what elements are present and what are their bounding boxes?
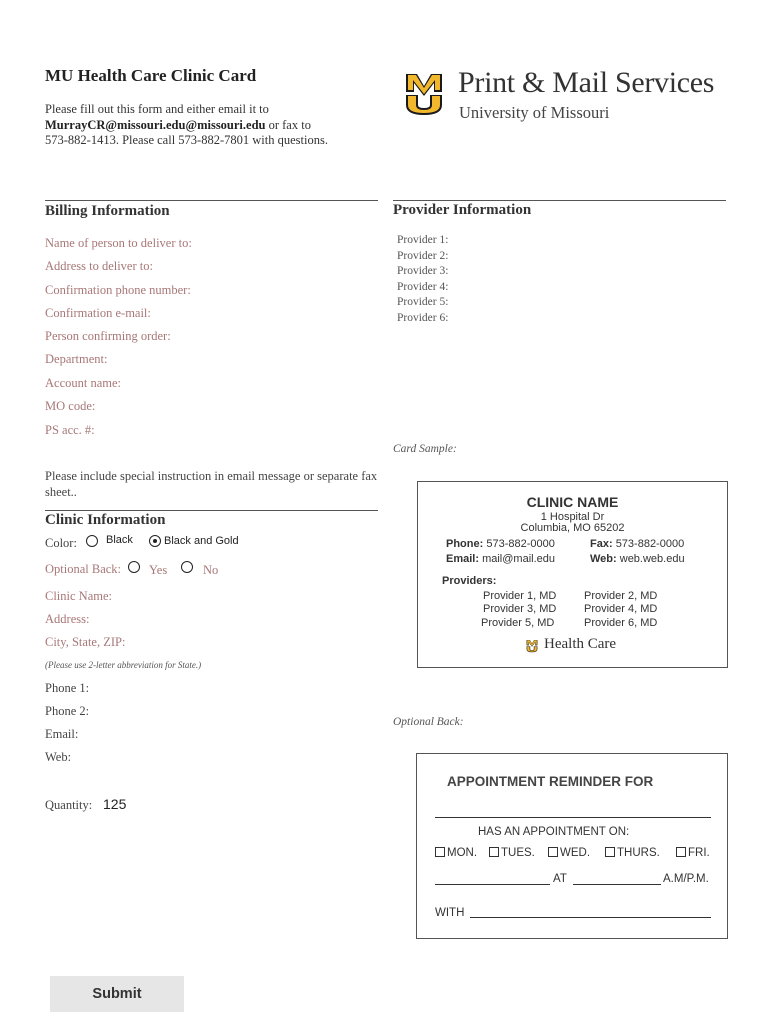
day-checkbox[interactable] [435, 847, 445, 857]
billing-heading: Billing Information [45, 203, 170, 219]
billing-field-phone: Confirmation phone number: [45, 283, 191, 297]
back-date-line [435, 884, 550, 885]
color-black-gold-label: Black and Gold [164, 535, 239, 547]
card-address2: Columbia, MO 65202 [520, 522, 625, 534]
state-note: (Please use 2-letter abbreviation for State.) [45, 660, 202, 670]
back-day: TUES. [489, 847, 535, 859]
back-time-line [573, 884, 661, 885]
email-field: Email: [45, 727, 79, 741]
provider-item: Provider 6: [397, 311, 449, 324]
provider-list [397, 233, 448, 326]
optional-back-label: Optional Back: [45, 562, 122, 576]
day-checkbox[interactable] [548, 847, 558, 857]
card-fax: Fax: 573-882-0000 [590, 538, 685, 550]
optional-back-no-radio[interactable] [181, 561, 193, 573]
billing-field-email: Confirmation e-mail: [45, 306, 151, 320]
back-day: WED. [548, 847, 590, 859]
mu-logo-icon [404, 72, 444, 116]
provider-rule [393, 200, 726, 201]
color-label: Color: [45, 536, 77, 550]
quantity-input[interactable]: 125 [103, 796, 127, 812]
optional-back-yes-label: Yes [149, 563, 168, 577]
back-with-label: WITH [435, 907, 465, 919]
card-mu-logo-icon [526, 639, 538, 653]
day-checkbox[interactable] [489, 847, 499, 857]
back-day: FRI. [676, 847, 710, 859]
card-brand: Health Care [544, 636, 617, 652]
back-day: THURS. [605, 847, 660, 859]
card-provider: Provider 3, MD [483, 603, 557, 615]
billing-field-ps-acc: PS acc. #: [45, 423, 95, 437]
optional-back-no-label: No [203, 563, 219, 577]
billing-field-name: Name of person to deliver to: [45, 236, 192, 250]
intro-email: MurrayCR@missouri.edu@missouri.edu [45, 117, 266, 132]
optional-back-yes-radio[interactable] [128, 561, 140, 573]
card-provider: Provider 4, MD [584, 603, 658, 615]
color-black-radio[interactable] [86, 535, 98, 547]
card-web: Web: web.web.edu [590, 553, 685, 565]
intro-line-2-rest: or fax to [265, 117, 311, 132]
brand-title: Print & Mail Services [458, 66, 715, 99]
provider-item: Provider 5: [397, 296, 449, 308]
billing-field-department: Department: [45, 352, 108, 366]
day-checkbox[interactable] [676, 847, 686, 857]
clinic-heading: Clinic Information [45, 512, 166, 528]
provider-item: Provider 1: [397, 234, 449, 246]
card-provider: Provider 6, MD [584, 617, 658, 629]
color-black-label: Black [106, 534, 133, 546]
form-title: MU Health Care Clinic Card [45, 66, 257, 85]
card-phone: Phone: 573-882-0000 [446, 538, 555, 550]
back-name-line [435, 817, 711, 818]
billing-field-mo-code: MO code: [45, 399, 96, 413]
optional-back-sample-label: Optional Back: [393, 716, 464, 728]
card-provider: Provider 5, MD [481, 617, 555, 629]
billing-rule [45, 200, 378, 201]
quantity-label: Quantity: [45, 798, 93, 812]
billing-field-address: Address to deliver to: [45, 259, 153, 273]
back-title: APPOINTMENT REMINDER FOR [447, 774, 654, 789]
clinic-rule [45, 510, 378, 511]
card-address1: 1 Hospital Dr [540, 511, 605, 523]
card-providers-label: Providers: [442, 575, 497, 587]
card-email: Email: mail@mail.edu [446, 553, 555, 565]
day-checkbox[interactable] [605, 847, 615, 857]
back-has-appointment: HAS AN APPOINTMENT ON: [478, 826, 630, 838]
back-ampm-label: A.M/P.M. [663, 873, 709, 885]
provider-item: Provider 2: [397, 249, 449, 262]
color-black-gold-radio[interactable] [149, 535, 161, 547]
phone2-field: Phone 2: [45, 704, 90, 718]
back-with-line [470, 917, 711, 918]
card-provider: Provider 1, MD [483, 590, 557, 602]
card-provider: Provider 2, MD [584, 590, 658, 602]
card-sample-back [416, 753, 728, 939]
billing-field-person: Person confirming order: [45, 329, 171, 343]
phone1-field: Phone 1: [45, 681, 90, 695]
provider-item: Provider 3: [397, 265, 449, 277]
clinic-name-field: Clinic Name: [45, 589, 112, 603]
card-sample-label: Card Sample: [393, 443, 457, 455]
provider-item: Provider 4: [397, 280, 449, 293]
intro-text [45, 102, 328, 149]
back-at-label: AT [553, 873, 567, 885]
card-clinic-name: CLINIC NAME [526, 494, 619, 510]
intro-line-1: Please fill out this form and either email it to [45, 102, 269, 116]
back-day: MON. [435, 847, 477, 859]
special-instruction-note: Please include special instruction in email message or separate fax sheet.. [45, 469, 378, 499]
clinic-city-field: City, State, ZIP: [45, 635, 126, 649]
provider-heading: Provider Information [393, 202, 532, 218]
clinic-address-field: Address: [45, 612, 90, 626]
brand-subtitle: University of Missouri [459, 103, 610, 122]
submit-button[interactable]: Submit [50, 976, 184, 1012]
card-sample-front [417, 481, 728, 668]
billing-field-account: Account name: [45, 376, 122, 390]
web-field: Web: [45, 750, 72, 764]
intro-line-3: 573-882-1413. Please call 573-882-7801 with questions. [45, 133, 328, 147]
